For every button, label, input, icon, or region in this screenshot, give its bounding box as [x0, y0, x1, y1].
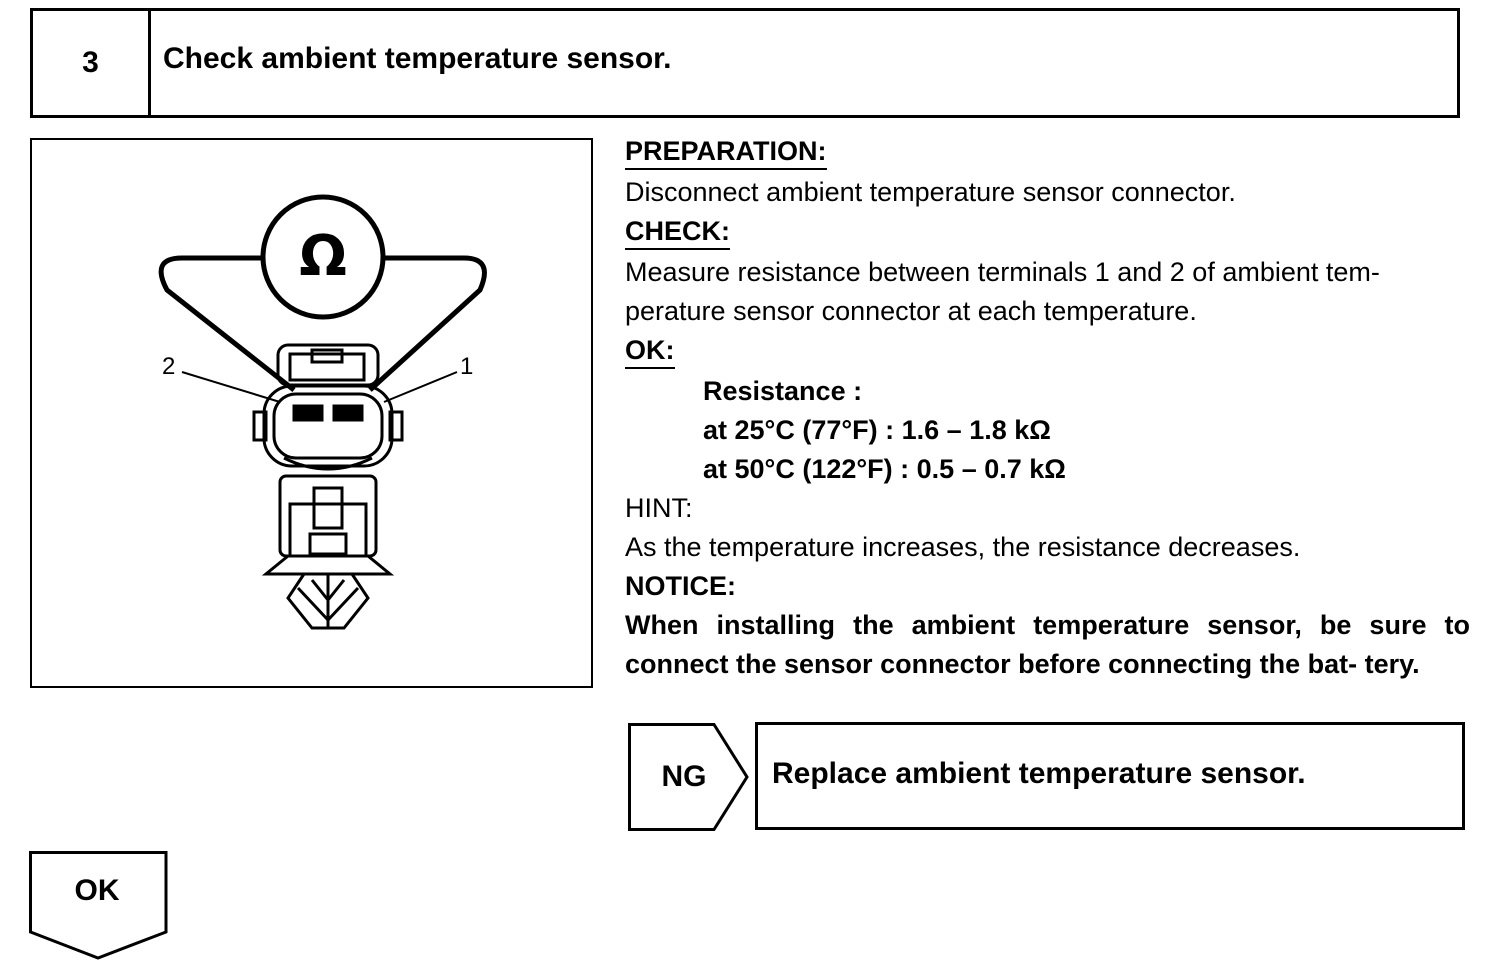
ng-action-box: Replace ambient temperature sensor. [755, 722, 1465, 830]
procedure-text [625, 132, 1470, 684]
hint-heading: HINT: [625, 493, 693, 523]
ok-label: OK [74, 874, 120, 907]
check-heading: CHECK: [625, 214, 730, 250]
notice-text: When installing the ambient temperature sensor, be sure to connect the sensor connector before connecting the bat- tery. [625, 610, 1470, 679]
notice-heading: NOTICE: [625, 571, 736, 601]
terminal-1-label: 1 [460, 353, 474, 380]
resistance-50c: at 50°C (122°F) : 0.5 – 0.7 kΩ [703, 454, 1066, 484]
check-text-line1: Measure resistance between terminals 1 and 2 of ambient tem- [625, 257, 1380, 287]
resistance-label: Resistance : [703, 376, 863, 406]
hint-text: As the temperature increases, the resistance decreases. [625, 532, 1301, 562]
step-title: Check ambient temperature sensor. [163, 42, 672, 75]
step-number: 3 [33, 11, 151, 115]
connector-illustration [30, 138, 593, 688]
check-text-line2: perature sensor connector at each temperature. [625, 296, 1197, 326]
step-header [30, 8, 1460, 118]
ohm-symbol: Ω [299, 224, 347, 289]
preparation-heading: PREPARATION: [625, 134, 827, 170]
preparation-text: Disconnect ambient temperature sensor connector. [625, 177, 1236, 207]
ng-label: NG [661, 760, 707, 793]
ok-heading: OK: [625, 333, 675, 369]
sensor-connector-drawing [32, 140, 595, 690]
terminal-2-label: 2 [162, 353, 176, 380]
resistance-25c: at 25°C (77°F) : 1.6 – 1.8 kΩ [703, 415, 1051, 445]
